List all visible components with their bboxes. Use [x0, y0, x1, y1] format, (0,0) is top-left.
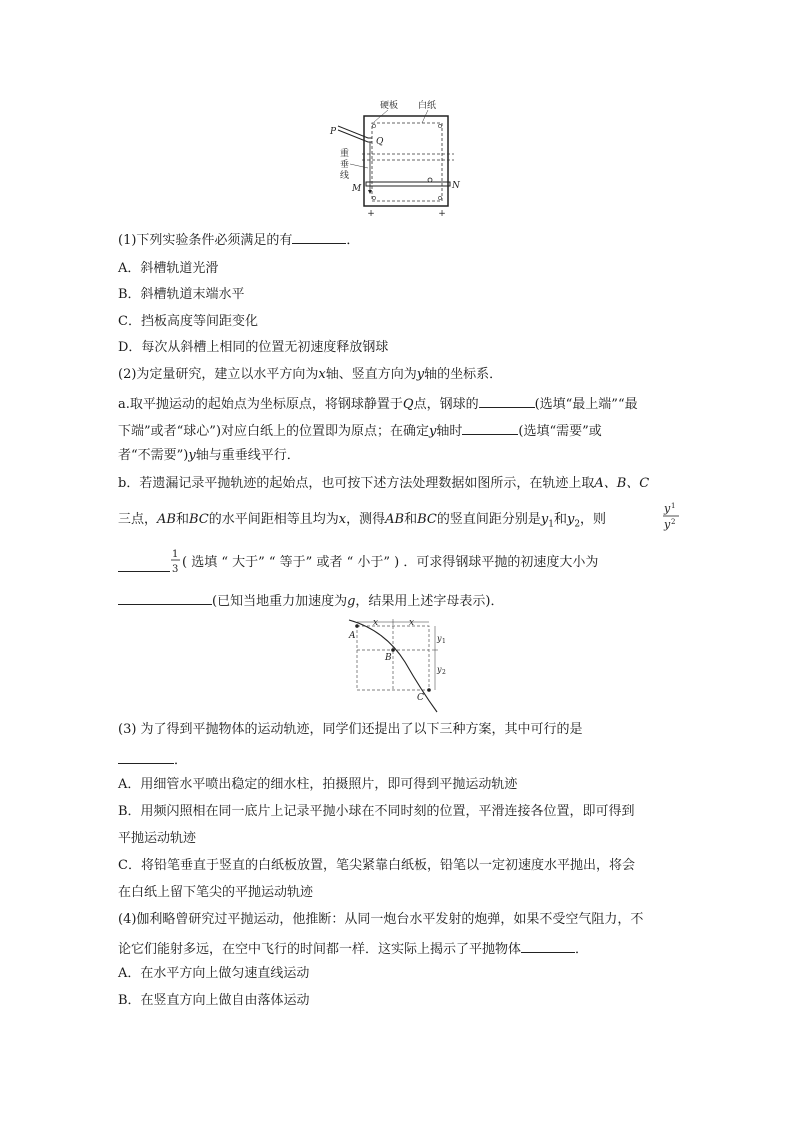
- point-b: [391, 648, 395, 652]
- svg-text:1: 1: [442, 638, 446, 645]
- q1-option-d: D．每次从斜槽上相同的位置无初速度释放钢球: [118, 340, 389, 355]
- q1-option-c: C．挡板高度等间距变化: [118, 314, 258, 329]
- q4-stem-2: 论它们能射多远，在空中飞行的时间都一样．这实际上揭示了平抛物体 ．: [118, 938, 588, 959]
- baffle-mn: [366, 182, 450, 186]
- apparatus-figure: [322, 96, 472, 220]
- label-x2: x: [409, 618, 415, 628]
- q2a-line-3: 者“不需要”)y轴与重垂线平行．: [118, 448, 300, 463]
- label-n: N: [452, 181, 460, 191]
- q4-answer-blank[interactable]: [521, 938, 575, 953]
- q3-option-b-2: 平抛运动轨迹: [118, 831, 197, 846]
- q2b-line-3b: ( 选填 “ 大于” “ 等于” 或者 “ 小于” ) ．可求得钢球平抛的初速度大小为: [182, 555, 599, 570]
- q4-option-b: B．在竖直方向上做自由落体运动: [118, 993, 310, 1008]
- q3-stem: (3) 为了得到平抛物体的运动轨迹，同学们还提出了以下三种方案，其中可行的是: [118, 722, 583, 737]
- label-plumb-2: 垂: [340, 160, 350, 170]
- svg-text:y: y: [664, 518, 671, 531]
- q3-answer-blank[interactable]: [118, 749, 174, 764]
- q2b-blank-velocity[interactable]: [118, 590, 212, 605]
- label-plumb-3: 线: [340, 171, 350, 181]
- hard-board: [364, 116, 448, 206]
- q2a-blank-1[interactable]: [479, 393, 535, 408]
- label-q: Q: [376, 137, 384, 147]
- q4-option-a: A．在水平方向上做匀速直线运动: [118, 966, 310, 981]
- q3-option-a: A．用细管水平喷出稳定的细水柱，拍摄照片，即可得到平抛运动轨迹: [118, 777, 518, 792]
- q2b-line-3: [118, 557, 170, 578]
- label-y2: y: [437, 665, 442, 674]
- svg-text:+: +: [367, 209, 375, 219]
- label-c: C: [417, 693, 424, 703]
- label-hard-board: 硬板: [380, 101, 399, 111]
- svg-text:1: 1: [172, 549, 179, 560]
- q3-option-c-1: C．将铅笔垂直于竖直的白纸板放置，笔尖紧靠白纸板，铅笔以一定初速度水平抛出，将会: [118, 858, 635, 873]
- q2b-blank-compare[interactable]: [118, 557, 170, 572]
- q4-stem-1: (4)伽利略曾研究过平抛运动，他推断：从同一炮台水平发射的炮弹，如果不受空气阻力，不: [118, 912, 644, 927]
- label-y1: y: [437, 634, 442, 643]
- q1-answer-blank[interactable]: [292, 229, 346, 244]
- q1-option-b: B．斜槽轨道末端水平: [118, 287, 245, 302]
- q2-stem: (2)为定量研究，建立以水平方向为x轴、竖直方向为y轴的坐标系．: [118, 367, 503, 382]
- label-m: M: [352, 184, 362, 194]
- svg-text:+: +: [438, 209, 446, 219]
- q2a-blank-2[interactable]: [462, 420, 518, 435]
- chute: [338, 126, 372, 142]
- q1-stem: (1)下列实验条件必须满足的有 ．: [118, 229, 359, 250]
- label-x1: x: [373, 618, 379, 628]
- label-b: B: [385, 653, 392, 663]
- ratio-fraction: [662, 500, 684, 532]
- label-p: P: [330, 127, 337, 137]
- trajectory-figure: [345, 616, 453, 714]
- q1-option-a: A．斜槽轨道光滑: [118, 261, 219, 276]
- svg-text:y: y: [664, 502, 671, 515]
- svg-text:2: 2: [442, 669, 446, 676]
- q3-stem-blank: ．: [118, 749, 187, 770]
- white-paper: [372, 123, 442, 201]
- svg-text:3: 3: [172, 564, 179, 575]
- point-c: [427, 688, 431, 692]
- label-white-paper: 白纸: [418, 101, 437, 111]
- q3-option-b-1: B．用频闪照相在同一底片上记录平抛小球在不同时刻的位置，平滑连接各位置，即可得到: [118, 804, 635, 819]
- svg-text:2: 2: [671, 518, 676, 526]
- point-a: [355, 624, 359, 628]
- q2a-line-2: 下端”或者“球心”)对应白纸上的位置即为原点；在确定y轴时 (选填“需要”或: [118, 420, 602, 441]
- q2b-line-4: (已知当地重力加速度为g，结果用上述字母表示)．: [118, 590, 503, 611]
- label-plumb-1: 重: [340, 149, 350, 159]
- q2b-line-2: 三点，AB和BC的水平间距相等且均为x，测得AB和BC的竖直间距分别是$y_1$和$y_2$，则: [118, 512, 607, 530]
- one-third-fraction: [170, 546, 182, 578]
- q2b-line-1: b．若遗漏记录平抛轨迹的起始点，也可按下述方法处理数据如图所示，在轨迹上取A、B、C: [118, 476, 650, 491]
- q3-option-c-2: 在白纸上留下笔尖的平抛运动轨迹: [118, 885, 314, 900]
- label-a: A: [349, 631, 356, 641]
- q2a-line-1: a.取平抛运动的起始点为坐标原点，将钢球静置于Q点，钢球的 (选填“最上端”“最: [118, 393, 638, 414]
- svg-text:1: 1: [671, 502, 676, 510]
